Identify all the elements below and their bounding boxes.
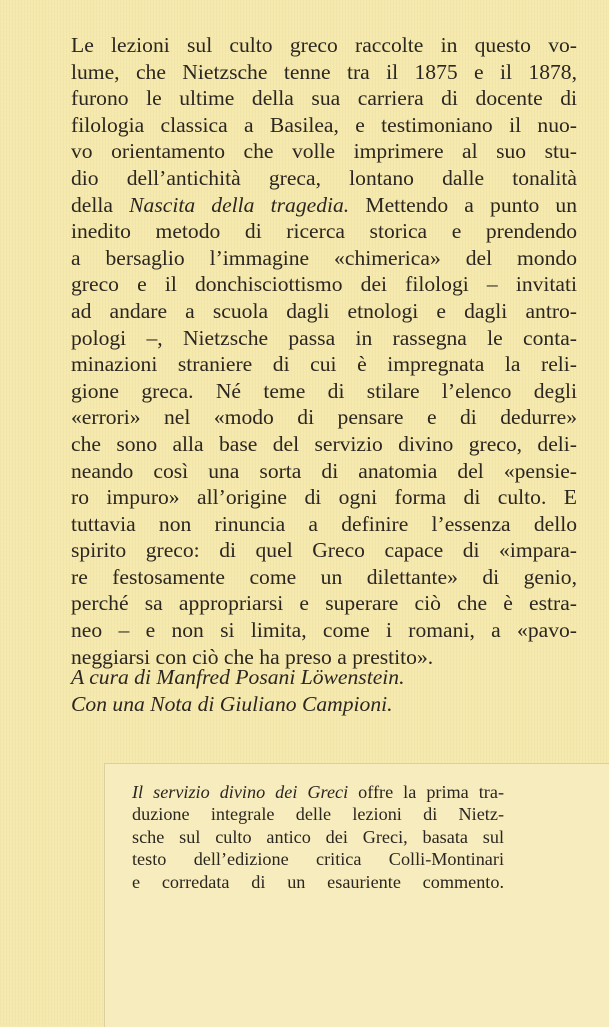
credits [71,664,577,717]
blurb-line: gione greca. Né teme di stilare l’elenco degli [71,378,577,403]
note-line: e corredata di un esauriente commento. [132,871,504,892]
book-title-italic: Nascita della tragedia. [129,192,350,217]
blurb-line: ro impuro» all’origine di ogni forma di culto. E [71,485,577,510]
blurb-line: neo – e non si limita, come i romani, a «pavo- [71,618,577,643]
note-line: testo dell’edizione critica Colli-Montinari [132,849,504,870]
note-credit: Con una Nota di Giuliano Campioni. [71,691,393,716]
blurb-line-end: Mettendo a punto un [349,192,578,217]
note-line: sche sul culto antico dei Greci, basata sul [132,826,504,847]
blurb-line: furono le ultime della sua carriera di docente di [71,86,577,111]
edition-note-box [104,763,609,1027]
blurb-line: neggiarsi con ciò che ha preso a prestito». [71,644,434,669]
blurb-line: spirito greco: di quel Greco capace di «impara- [71,538,577,563]
note-line: duzione integrale delle lezioni di Nietz- [132,804,504,825]
blurb-paragraph [71,32,577,670]
blurb-line: filologia classica a Basilea, e testimoniano il nuo- [71,112,577,137]
blurb-line: Le lezioni sul culto greco raccolte in questo vo- [71,33,577,57]
blurb-line: inedito metodo di ricerca storica e prendendo [71,219,577,244]
blurb-line: minazioni straniere di cui è impregnata la reli- [71,352,577,377]
note-line-with-title [132,781,504,803]
blurb-line-with-title [71,192,577,219]
blurb-line: che sono alla base del servizio divino greco, deli- [71,431,577,456]
note-title-italic: Il servizio divino dei Greci [132,782,349,802]
blurb-line: pologi –, Nietzsche passa in rassegna le conta- [71,325,577,350]
blurb-line: lume, che Nietzsche tenne tra il 1875 e il 1878, [71,59,577,84]
blurb-line: a bersaglio l’immagine «chimerica» del mondo [71,245,577,270]
blurb-line: neando così una sorta di anatomia del «pensie- [71,458,577,483]
editor-credit: A cura di Manfred Posani Löwenstein. [71,665,405,689]
blurb-line: ad andare a scuola dagli etnologi e dagli antro- [71,298,577,323]
blurb-line: vo orientamento che volle imprimere al suo stu- [71,139,577,164]
blurb-line: dio dell’antichità greca, lontano dalle tonalità [71,165,577,190]
blurb-line: re festosamente come un dilettante» di genio, [71,564,577,589]
edition-note-text [132,781,504,893]
blurb-line: tuttavia non rinuncia a definire l’essenza dello [71,511,577,536]
blurb-line: «errori» nel «modo di pensare e di dedurre» [71,405,577,430]
blurb-line-start: della [71,192,130,217]
blurb-line: greco e il donchisciottismo dei filologi – invitati [71,272,577,297]
note-line-end: offre la prima tra- [348,782,504,802]
blurb-line: perché sa appropriarsi e superare ciò che è estra- [71,591,577,616]
